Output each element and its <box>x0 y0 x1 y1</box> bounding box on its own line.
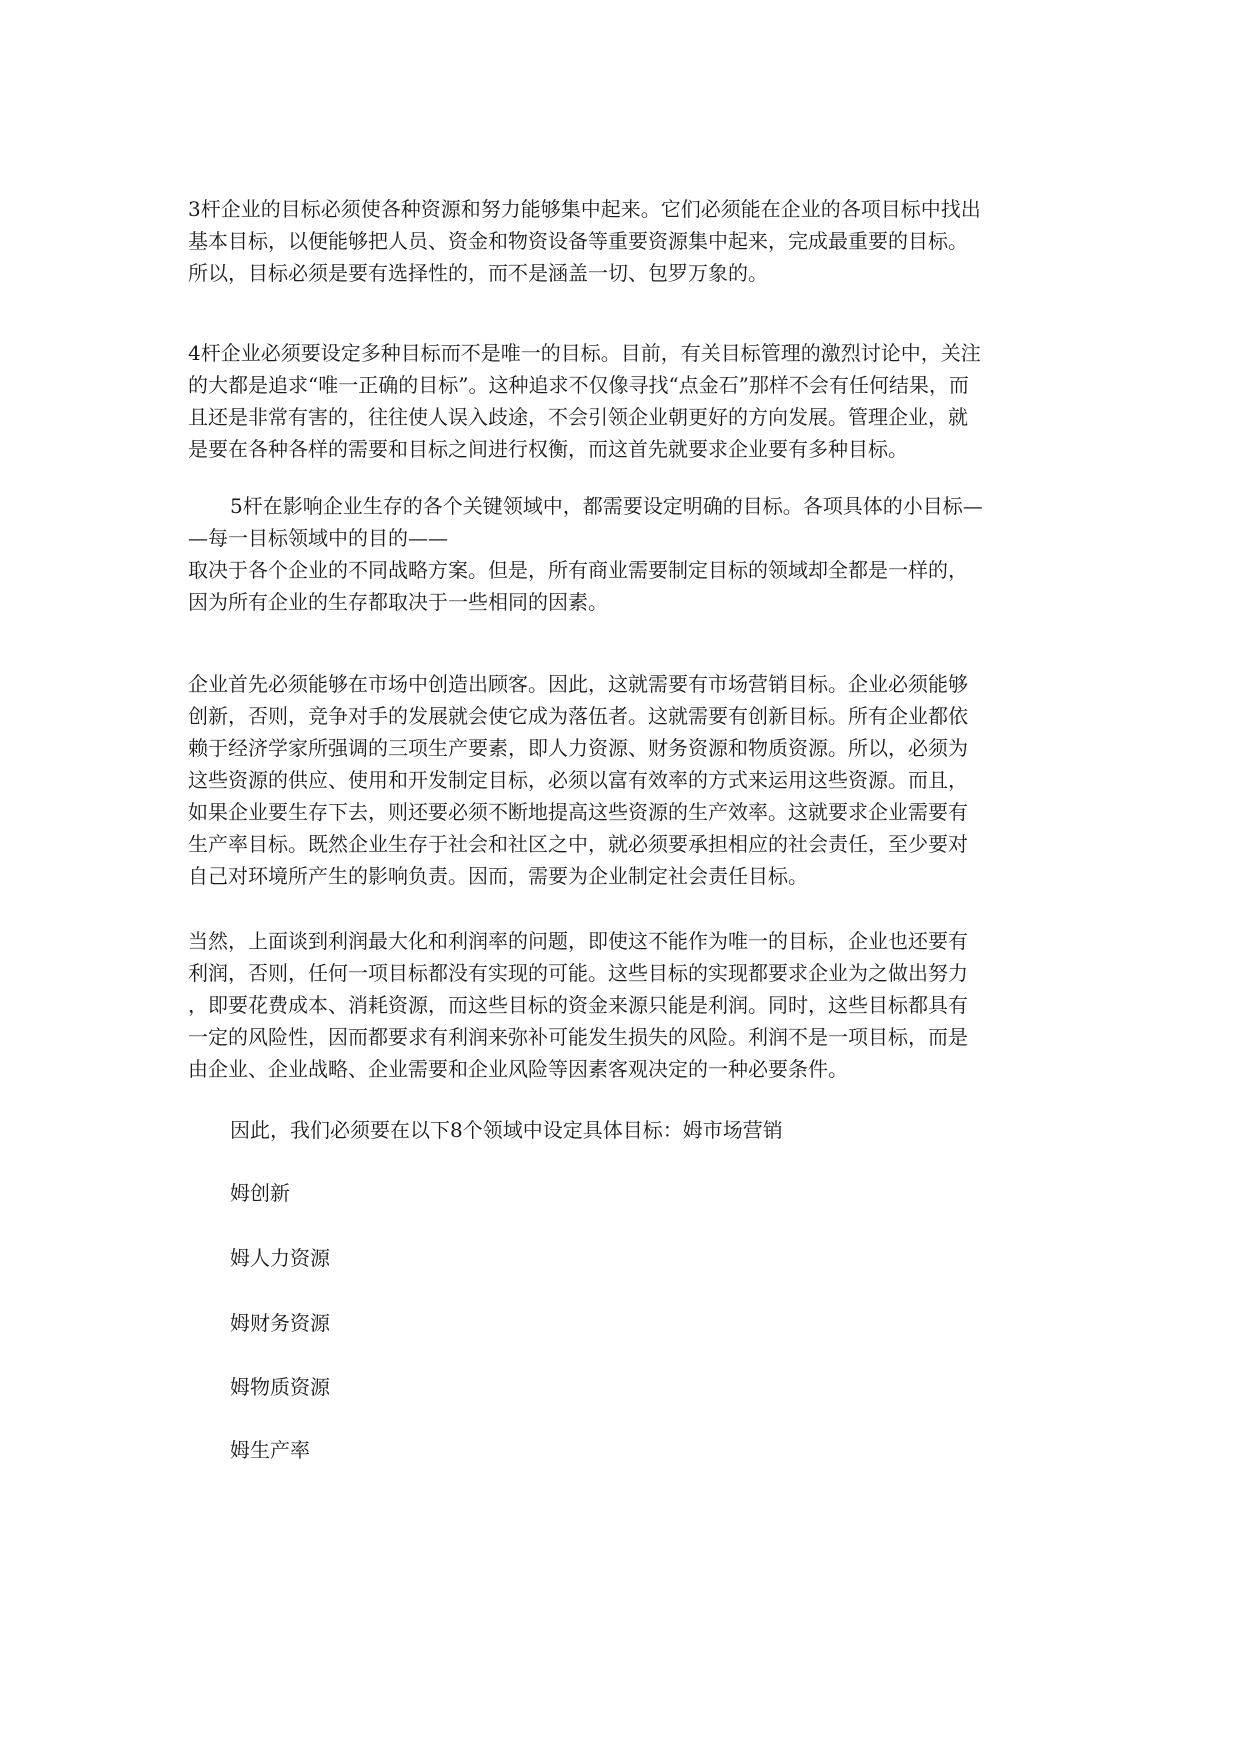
paragraph-5-first-line: 5杆在影响企业生存的各个关键领域中，都需要设定明确的目标。各项具体的小目标— <box>230 494 983 518</box>
paragraph-4: 4杆企业必须要设定多种目标而不是唯一的目标。目前，有关目标管理的激烈讨论中，关注 的大都是追求“唯一正确的目标”。这种追求不仅像寻找“点金石”那样不会有任何结果，而 且还是非常有害的，往往使人误入歧途，不会引领企业朝更好的方向发展。管理企业，就 是要在各种各样的需要和目标之间进行权衡，而这首先就要求企业要有多种目标。 <box>188 341 981 461</box>
paragraph-8-intro: 因此，我们必须要在以下8个领域中设定具体目标：姆市场营销 <box>230 1118 783 1142</box>
list-item: 姆物质资源 <box>230 1375 330 1399</box>
paragraph-7: 当然，上面谈到利润最大化和利润率的问题，即使这不能作为唯一的目标，企业也还要有 利润，否则，任何一项目标都没有实现的可能。这些目标的实现都要求企业为之做出努力 ，即要花费成本、消耗资源，而这些目标的资金来源只能是利润。同时，这些目标都具有 一定的风险性，因而都要求有利润来弥补可能发生损失的风险。利润不是一项目标，而是 由企业、企业战略、企业需要和企业风险等因素客观决定的一种必要条件。 <box>188 929 968 1081</box>
list-item: 姆人力资源 <box>230 1246 330 1270</box>
list-item: 姆创新 <box>230 1181 290 1205</box>
list-item: 姆生产率 <box>230 1438 310 1462</box>
paragraph-3: 3杆企业的目标必须使各种资源和努力能够集中起来。它们必须能在企业的各项目标中找出 基本目标，以便能够把人员、资金和物资设备等重要资源集中起来，完成最重要的目标。 所以，目标必须是要有选择性的，而不是涵盖一切、包罗万象的。 <box>188 197 981 285</box>
list-item: 姆财务资源 <box>230 1311 330 1335</box>
paragraph-6: 企业首先必须能够在市场中创造出顾客。因此，这就需要有市场营销目标。企业必须能够 创新，否则，竞争对手的发展就会使它成为落伍者。这就需要有创新目标。所有企业都依 赖于经济学家所强调的三项生产要素，即人力资源、财务资源和物质资源。所以，必须为 这些资源的供应、使用和开发制定目标，必须以富有效率的方式来运用这些资源。而且， 如果企业要生存下去，则还要必须不断地提高这些资源的生产效率。这就要求企业需要有 生产率目标。既然企业生存于社会和社区之中，就必须要承担相应的社会责任，至少要对 自己对环境所产生的影响负责。因而，需要为企业制定社会责任目标。 <box>188 672 968 888</box>
paragraph-5-continuation: —每一目标领域中的目的—— 取决于各个企业的不同战略方案。但是，所有商业需要制定目标的领域却全都是一样的， 因为所有企业的生存都取决于一些相同的因素。 <box>188 526 968 614</box>
